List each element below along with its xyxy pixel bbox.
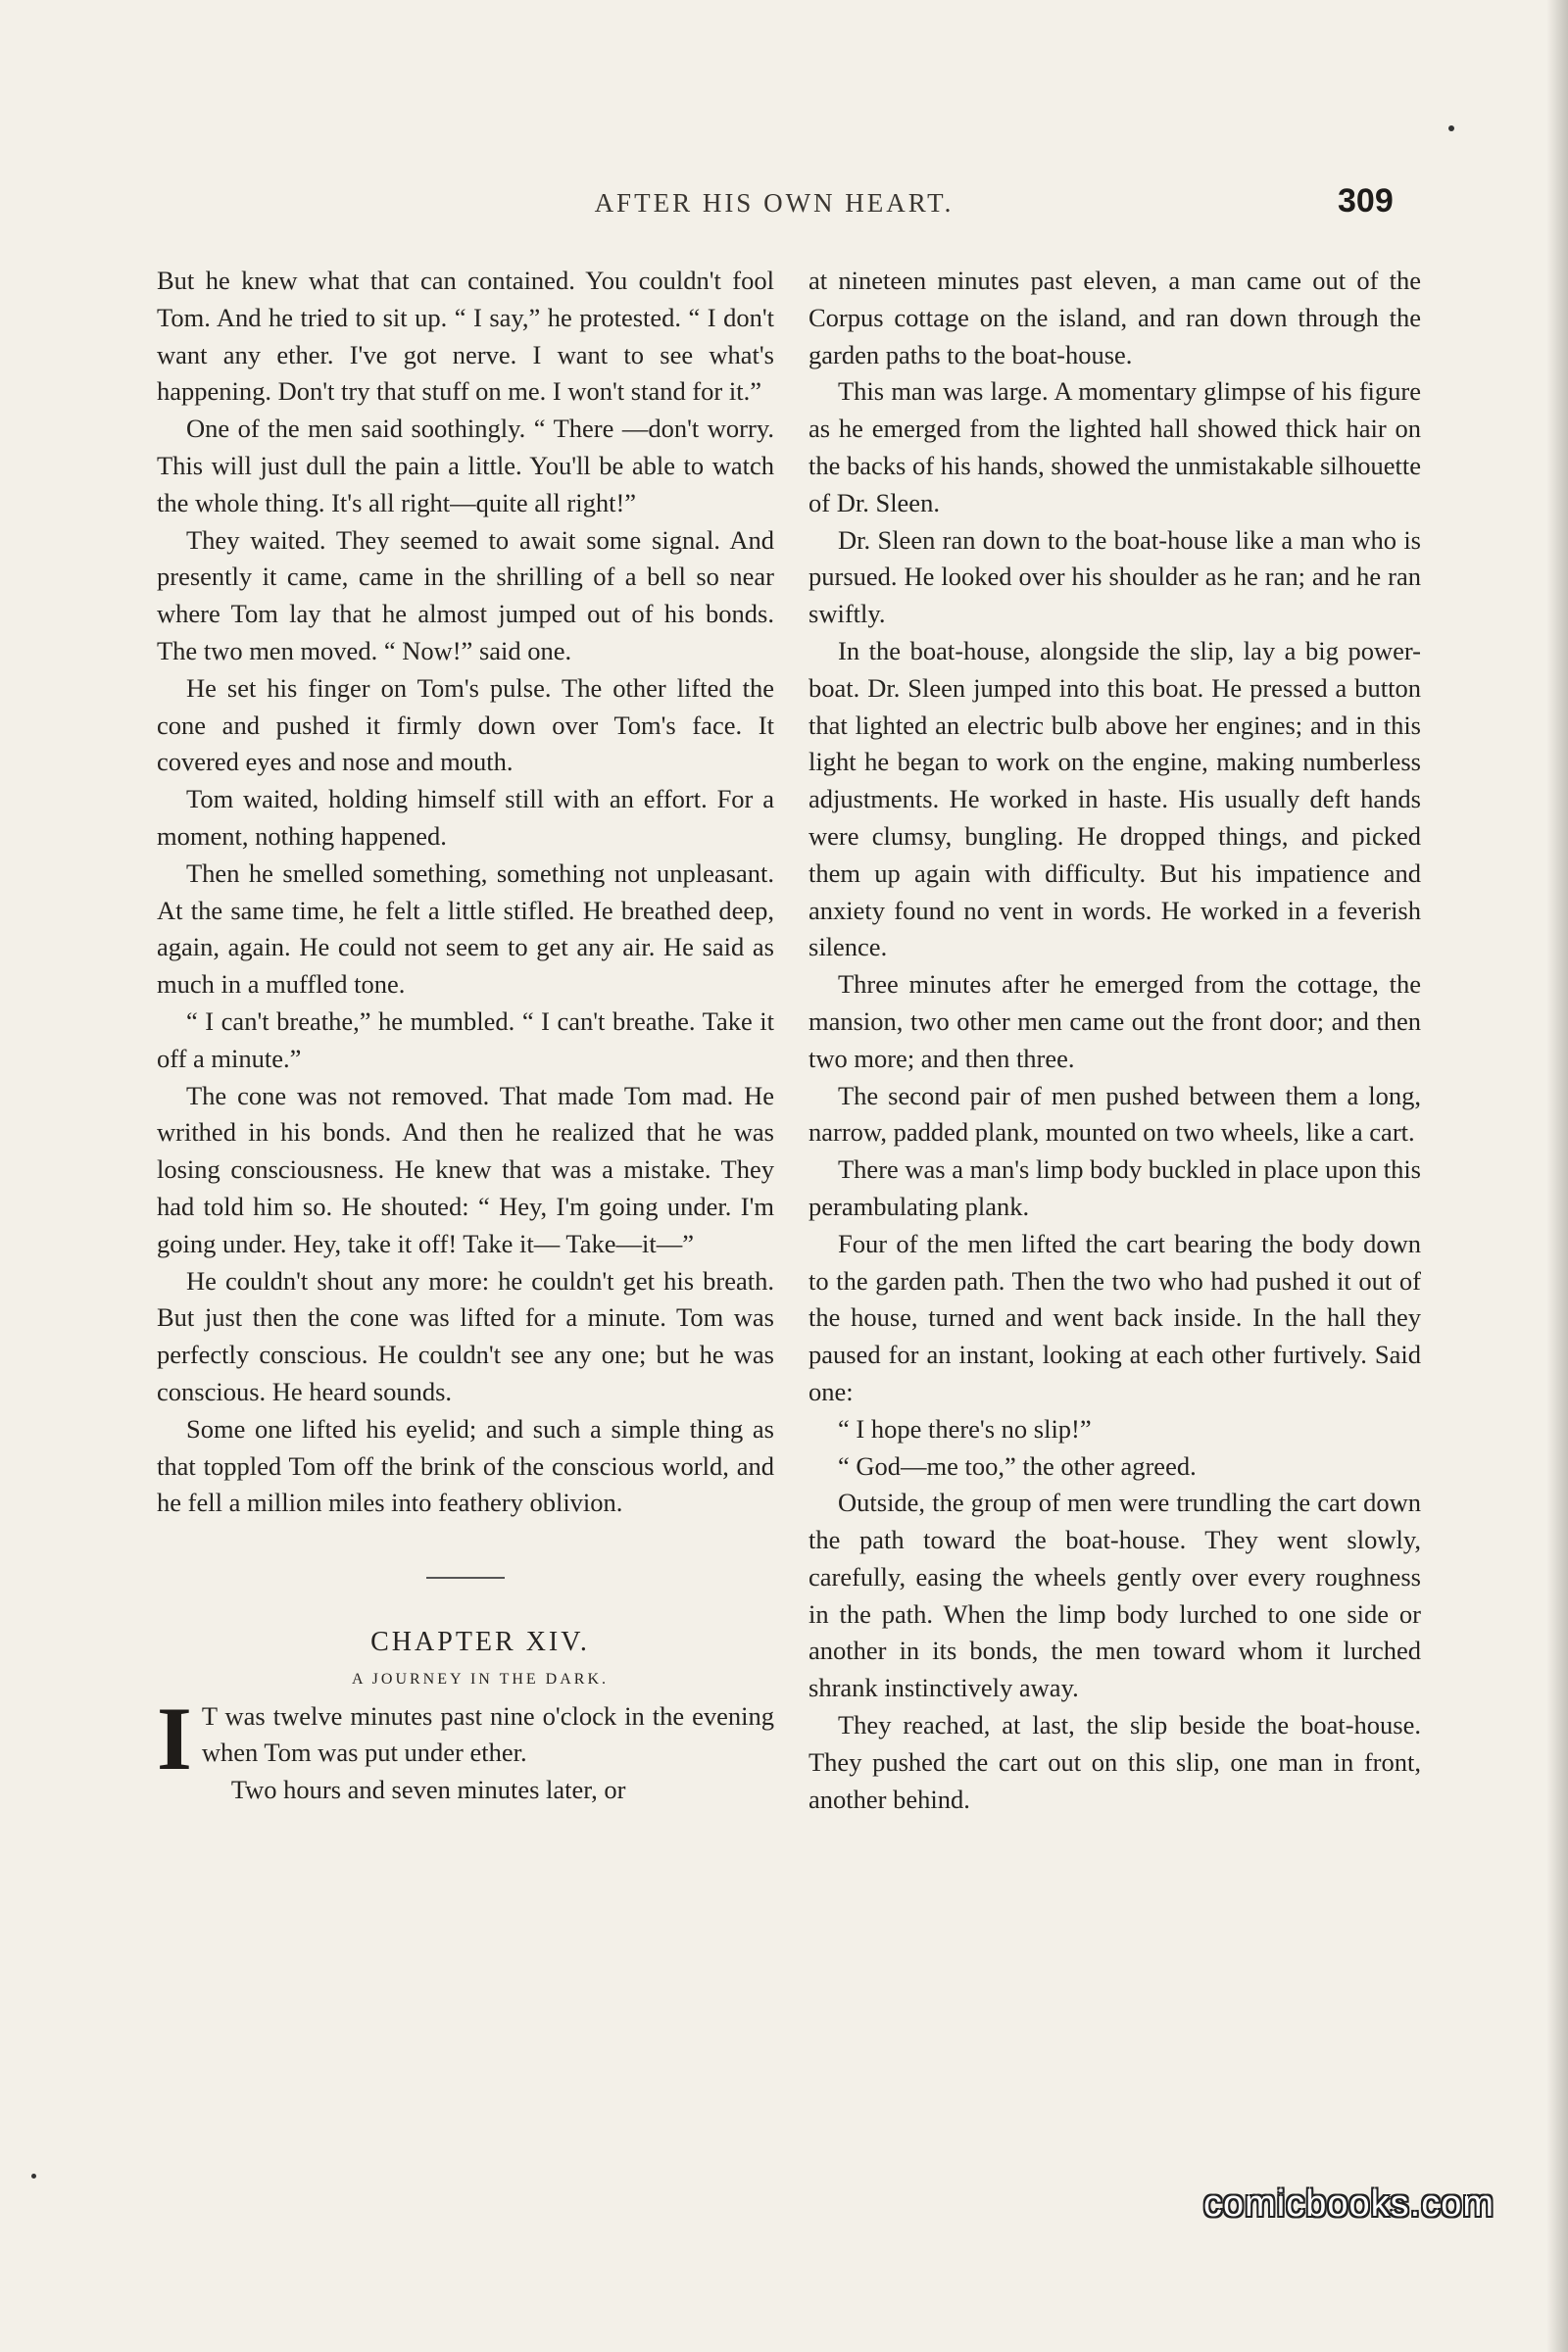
- paragraph: The cone was not removed. That made Tom mad. He writhed in his bonds. And then he realized that he was losing consciousness. He knew that was a mistake. They had told him so. He shouted: “ Hey, I'm going under. I'm going under. Hey, take it off! Take it— Take—it—”: [157, 1080, 774, 1258]
- site-watermark: comicbooks.com: [1203, 2183, 1494, 2225]
- paragraph: at nineteen minutes past eleven, a man came out of the Corpus cottage on the island, and ran down through the garden paths to the boat-house.: [808, 266, 1421, 369]
- paragraph: They reached, at last, the slip beside the boat-house. They pushed the cart out on this slip, one man in front, another behind.: [808, 1710, 1421, 1814]
- right-column: [808, 263, 1421, 1818]
- chapter-opening-paragraph: [157, 1688, 774, 1788]
- paragraph: Outside, the group of men were trundling the cart down the path toward the boat-house. They went slowly, carefully, easing the wheels gently over every roughness in the path. When the limp body lurched to one side or another in its bonds, the men toward whom it lurched shrank instinctively away.: [808, 1488, 1421, 1703]
- chapter-subtitle: A JOURNEY IN THE DARK.: [352, 1670, 609, 1688]
- dialogue-line: “ God—me too,” the other agreed.: [838, 1450, 1197, 1481]
- paragraph: There was a man's limp body buckled in place upon this perambulating plank.: [808, 1154, 1421, 1221]
- drop-cap: I: [157, 1688, 192, 1788]
- paragraph: One of the men said soothingly. “ There —don't worry. This will just dull the pain a little. You'll be able to watch the whole thing. It's all right—quite all right!”: [157, 414, 774, 517]
- running-head: [0, 182, 1568, 227]
- left-column: [157, 263, 774, 1809]
- paragraph: Two hours and seven minutes later, or: [230, 1775, 626, 1805]
- chapter-title: CHAPTER XIV.: [370, 1627, 590, 1658]
- paragraph: This man was large. A momentary glimpse of his figure as he emerged from the lighted hall showed thick hair on the backs of his hands, showed the unmistakable silhouette of Dr. Sleen.: [808, 376, 1421, 517]
- paragraph: The second pair of men pushed between them a long, narrow, padded plank, mounted on two wheels, like a cart.: [808, 1080, 1421, 1148]
- ink-speck: [1448, 125, 1454, 131]
- paragraph: But he knew what that can contained. You couldn't fool Tom. And he tried to sit up. “ I say,” he protested. “ I don't want any ether. I've got nerve. I want to see what's happening. Don't try that stuff on me. I won't stand for it.”: [157, 266, 774, 407]
- ink-speck: [31, 2174, 36, 2179]
- paragraph: Dr. Sleen ran down to the boat-house like a man who is pursued. He looked over his shoulder as he ran; and he ran swiftly.: [808, 524, 1421, 629]
- section-divider: [426, 1577, 505, 1579]
- paragraph: Three minutes after he emerged from the cottage, the mansion, two other men came out the front door; and then two more; and then three.: [808, 969, 1421, 1073]
- paragraph: Some one lifted his eyelid; and such a simple thing as that toppled Tom off the brink of the conscious world, and he fell a million miles into feathery oblivion.: [157, 1413, 774, 1518]
- running-title: AFTER HIS OWN HEART.: [594, 188, 955, 218]
- paragraph: Tom waited, holding himself still with an effort. For a moment, nothing happened.: [157, 784, 774, 851]
- paragraph: Then he smelled something, something not unpleasant. At the same time, he felt a little stifled. He breathed deep, again, again. He could not seem to get any air. He said as much in a muffled tone.: [157, 858, 774, 1000]
- paragraph: Four of the men lifted the cart bearing the body down to the garden path. Then the two who had pushed it out of the house, turned and went back inside. In the hall they paused for an instant, looking at each other furtively. Said one:: [808, 1228, 1421, 1406]
- paragraph: In the boat-house, alongside the slip, lay a big power-boat. Dr. Sleen jumped into this boat. He pressed a button that lighted an electric bulb above her engines; and in this light he began to work on the engine, making numberless adjustments. He worked in haste. His usually deft hands were clumsy, bungling. He dropped things, and picked them up again with difficulty. But his impatience and anxiety found no vent in words. He worked in a feverish silence.: [808, 635, 1421, 962]
- dialogue-line: “ I hope there's no slip!”: [838, 1413, 1092, 1444]
- paragraph: He set his finger on Tom's pulse. The other lifted the cone and pushed it firmly down over Tom's face. It covered eyes and nose and mouth.: [157, 672, 774, 777]
- page-number: 309: [1338, 182, 1394, 220]
- paragraph: He couldn't shout any more: he couldn't get his breath. But just then the cone was lifted for a minute. Tom was perfectly conscious. He couldn't see any one; but he was conscious. He heard sounds.: [157, 1265, 774, 1406]
- page-edge-shadow: [1546, 0, 1568, 2352]
- opening-text: T was twelve minutes past nine o'clock in the evening when Tom was put under ether.: [201, 1700, 774, 1768]
- paragraph: “ I can't breathe,” he mumbled. “ I can't breathe. Take it off a minute.”: [157, 1005, 774, 1073]
- paragraph: They waited. They seemed to await some signal. And presently it came, came in the shrilling of a bell so near where Tom lay that he almost jumped out of his bonds. The two men moved. “ Now!” said one.: [157, 524, 774, 665]
